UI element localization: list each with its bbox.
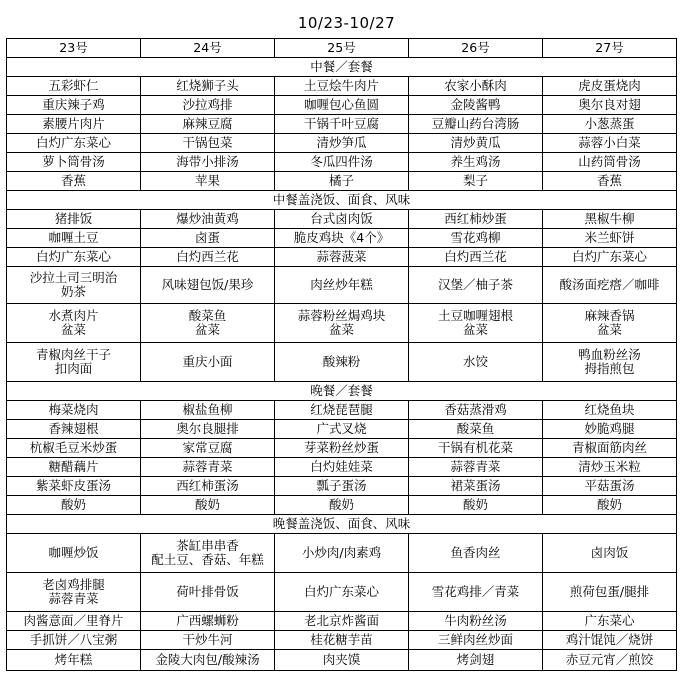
dish-text: 西红柿炒蛋 (444, 211, 507, 226)
dish-text: 白灼广东菜心 (303, 584, 379, 599)
dish-text: 猪排饭 (54, 211, 93, 226)
dish-text: 肉夹馍 (322, 652, 361, 667)
dish-text: 赤豆元宵／煎饺 (565, 652, 654, 667)
dish-text: 沙拉鸡排 (182, 97, 233, 112)
dish-text: 香辣翅根 (48, 421, 99, 436)
menu-cell (141, 650, 275, 671)
dish-text: 鸭血粉丝汤 拇指煎包 (578, 347, 641, 376)
menu-cell (409, 401, 543, 420)
menu-cell (141, 612, 275, 631)
section-title: 中餐／套餐 (7, 58, 677, 77)
menu-cell (275, 496, 409, 515)
dish-text: 蒜蓉菠菜 (316, 249, 367, 264)
dish-text: 米兰虾饼 (584, 230, 635, 245)
section-header-row (7, 58, 677, 77)
dish-text: 酸奶 (328, 497, 354, 512)
menu-row (7, 210, 677, 229)
menu-cell (7, 496, 141, 515)
dish-text: 咖喱炒饭 (48, 545, 99, 560)
menu-cell (7, 248, 141, 267)
dish-text: 梅菜烧肉 (48, 402, 99, 417)
menu-cell (409, 229, 543, 248)
menu-cell (409, 458, 543, 477)
menu-row (7, 401, 677, 420)
dish-text: 红烧琵琶腿 (310, 402, 373, 417)
dish-text: 茶缸串串香 配土豆、香菇、年糕 (151, 538, 264, 567)
dish-text: 风味翅包饭/果珍 (161, 277, 254, 292)
menu-cell (543, 650, 677, 671)
menu-cell (141, 172, 275, 191)
menu-row (7, 172, 677, 191)
dish-text: 芽菜粉丝炒蛋 (303, 440, 379, 455)
menu-cell (543, 420, 677, 439)
dish-text: 重庆小面 (182, 354, 233, 369)
dish-text: 冬瓜四件汤 (310, 154, 373, 169)
menu-cell (275, 631, 409, 650)
dish-text: 土豆咖喱翅根 盆菜 (437, 308, 513, 337)
menu-cell (7, 650, 141, 671)
menu-row (7, 96, 677, 115)
dish-text: 白灼广东菜心 (35, 135, 111, 150)
dish-text: 奥尔良腿排 (176, 421, 239, 436)
menu-cell (409, 534, 543, 573)
menu-row (7, 115, 677, 134)
menu-cell (543, 210, 677, 229)
dish-text: 平菇蛋汤 (584, 478, 635, 493)
dish-text: 清炒笋瓜 (316, 135, 367, 150)
day-header-cell: 23号 (7, 39, 141, 58)
menu-cell (7, 439, 141, 458)
section-title: 晚餐盖浇饭、面食、风味 (7, 515, 677, 534)
menu-row (7, 420, 677, 439)
menu-cell (141, 534, 275, 573)
menu-cell (543, 343, 677, 382)
dish-text: 梨子 (462, 173, 488, 188)
dish-text: 雪花鸡排／青菜 (431, 584, 520, 599)
dish-text: 奥尔良对翅 (578, 97, 641, 112)
dish-text: 酸辣粉 (322, 354, 361, 369)
menu-cell (7, 210, 141, 229)
section-header-row (7, 382, 677, 401)
dish-text: 农家小酥肉 (444, 78, 507, 93)
dish-text: 酸奶 (596, 497, 622, 512)
dish-text: 香菇蒸滑鸡 (444, 402, 507, 417)
dish-text: 三鲜肉丝炒面 (437, 632, 513, 647)
dish-text: 养生鸡汤 (450, 154, 501, 169)
dish-text: 虎皮蛋烧肉 (578, 78, 641, 93)
dish-text: 红烧狮子头 (176, 78, 239, 93)
dish-text: 清炒玉米粒 (578, 459, 641, 474)
menu-cell (7, 573, 141, 612)
dish-text: 蒜蓉粉丝焗鸡块 盆菜 (297, 308, 386, 337)
menu-cell (7, 153, 141, 172)
menu-cell (409, 134, 543, 153)
section-title: 晚餐／套餐 (7, 382, 677, 401)
menu-cell (7, 420, 141, 439)
dish-text: 萝卜筒骨汤 (42, 154, 105, 169)
dish-text: 土豆烩牛肉片 (303, 78, 379, 93)
menu-cell (7, 267, 141, 304)
menu-cell (543, 153, 677, 172)
dish-text: 麻辣豆腐 (182, 116, 233, 131)
dish-text: 荷叶排骨饭 (176, 584, 239, 599)
menu-row (7, 534, 677, 573)
dish-text: 咖喱包心鱼圆 (303, 97, 379, 112)
menu-cell (409, 612, 543, 631)
menu-cell (141, 343, 275, 382)
menu-cell (7, 134, 141, 153)
menu-cell (409, 267, 543, 304)
dish-text: 素腰片肉片 (42, 116, 105, 131)
menu-row (7, 248, 677, 267)
menu-cell (275, 420, 409, 439)
menu-row (7, 304, 677, 343)
dish-text: 紫菜虾皮蛋汤 (35, 478, 111, 493)
dish-text: 鸡汁馄饨／烧饼 (565, 632, 654, 647)
dish-text: 雪花鸡柳 (450, 230, 501, 245)
menu-cell (543, 458, 677, 477)
menu-cell (275, 458, 409, 477)
dish-text: 香蕉 (60, 173, 86, 188)
dish-text: 卤肉饭 (590, 545, 629, 560)
menu-cell (543, 304, 677, 343)
menu-cell (141, 420, 275, 439)
menu-cell (409, 153, 543, 172)
menu-cell (409, 343, 543, 382)
menu-cell (275, 229, 409, 248)
dish-text: 青椒肉丝干子 扣肉面 (35, 347, 111, 376)
menu-row (7, 496, 677, 515)
menu-cell (141, 439, 275, 458)
menu-cell (275, 573, 409, 612)
menu-row (7, 650, 677, 671)
section-title: 中餐盖浇饭、面食、风味 (7, 191, 677, 210)
menu-row (7, 153, 677, 172)
day-header-cell: 24号 (141, 39, 275, 58)
dish-text: 海带小排汤 (176, 154, 239, 169)
dish-text: 白灼西兰花 (176, 249, 239, 264)
menu-cell (275, 172, 409, 191)
dish-text: 鱼香肉丝 (450, 545, 501, 560)
menu-cell (275, 96, 409, 115)
menu-cell (141, 458, 275, 477)
dish-text: 家常豆腐 (182, 440, 233, 455)
dish-text: 广西螺蛳粉 (176, 613, 239, 628)
menu-cell (141, 573, 275, 612)
dish-text: 桂花糖芋苗 (310, 632, 373, 647)
dish-text: 咖喱土豆 (48, 230, 99, 245)
menu-cell (409, 496, 543, 515)
dish-text: 白灼广东菜心 (571, 249, 647, 264)
menu-cell (409, 420, 543, 439)
menu-cell (7, 229, 141, 248)
menu-cell (543, 573, 677, 612)
menu-table (6, 38, 677, 671)
dish-text: 白灼西兰花 (444, 249, 507, 264)
menu-cell (141, 134, 275, 153)
dish-text: 金陵酱鸭 (450, 97, 501, 112)
menu-cell (141, 496, 275, 515)
menu-cell (141, 115, 275, 134)
menu-cell (543, 612, 677, 631)
dish-text: 五彩虾仁 (48, 78, 99, 93)
menu-row (7, 134, 677, 153)
menu-cell (141, 229, 275, 248)
page-title: 10/23-10/27 (297, 14, 396, 32)
menu-cell (275, 304, 409, 343)
menu-row (7, 458, 677, 477)
dish-text: 香蕉 (596, 173, 622, 188)
dish-text: 广东菜心 (584, 613, 635, 628)
menu-cell (275, 343, 409, 382)
dish-text: 牛肉粉丝汤 (444, 613, 507, 628)
menu-cell (141, 77, 275, 96)
menu-cell (409, 248, 543, 267)
dish-text: 干锅有机花菜 (437, 440, 513, 455)
dish-text: 老北京炸酱面 (303, 613, 379, 628)
menu-cell (275, 115, 409, 134)
dish-text: 老卤鸡排腿 蒜蓉青菜 (42, 577, 105, 606)
dish-text: 汉堡／柚子茶 (437, 277, 513, 292)
menu-cell (543, 401, 677, 420)
day-header-cell: 25号 (275, 39, 409, 58)
menu-cell (543, 267, 677, 304)
menu-cell (7, 343, 141, 382)
dish-text: 橘子 (328, 173, 354, 188)
dish-text: 台式卤肉饭 (310, 211, 373, 226)
menu-cell (409, 650, 543, 671)
menu-row (7, 267, 677, 304)
menu-cell (409, 477, 543, 496)
menu-cell (7, 631, 141, 650)
menu-cell (7, 77, 141, 96)
menu-cell (543, 477, 677, 496)
dish-text: 裙菜蛋汤 (450, 478, 501, 493)
dish-text: 小葱蒸蛋 (584, 116, 635, 131)
menu-cell (409, 96, 543, 115)
dish-text: 酸菜鱼 盆菜 (188, 308, 227, 337)
dish-text: 手抓饼／八宝粥 (29, 632, 118, 647)
menu-cell (409, 115, 543, 134)
menu-cell (543, 496, 677, 515)
menu-cell (275, 477, 409, 496)
menu-cell (409, 631, 543, 650)
dish-text: 西红柿蛋汤 (176, 478, 239, 493)
dish-text: 广式叉烧 (316, 421, 367, 436)
menu-cell (7, 612, 141, 631)
menu-cell (543, 248, 677, 267)
menu-cell (141, 631, 275, 650)
menu-table-body (7, 39, 677, 671)
menu-cell (7, 477, 141, 496)
menu-cell (543, 172, 677, 191)
menu-row (7, 612, 677, 631)
dish-text: 爆炒油黄鸡 (176, 211, 239, 226)
dish-text: 蒜蓉小白菜 (578, 135, 641, 150)
menu-cell (543, 77, 677, 96)
menu-cell (141, 153, 275, 172)
dish-text: 苹果 (194, 173, 220, 188)
section-header-row (7, 515, 677, 534)
menu-cell (141, 401, 275, 420)
dish-text: 瓢子蛋汤 (316, 478, 367, 493)
menu-cell (141, 96, 275, 115)
section-header-row (7, 191, 677, 210)
menu-row (7, 439, 677, 458)
menu-cell (409, 77, 543, 96)
menu-row (7, 77, 677, 96)
menu-cell (7, 534, 141, 573)
dish-text: 妙脆鸡腿 (584, 421, 635, 436)
dish-text: 椒盐鱼柳 (182, 402, 233, 417)
menu-cell (275, 210, 409, 229)
dish-text: 酸奶 (462, 497, 488, 512)
dish-text: 干炒牛河 (182, 632, 233, 647)
menu-cell (275, 650, 409, 671)
menu-row (7, 343, 677, 382)
day-header-cell: 26号 (409, 39, 543, 58)
dish-text: 干锅包菜 (182, 135, 233, 150)
menu-cell (543, 631, 677, 650)
menu-cell (543, 134, 677, 153)
dish-text: 干锅千叶豆腐 (303, 116, 379, 131)
menu-cell (409, 439, 543, 458)
dish-text: 金陵大肉包/酸辣汤 (155, 652, 260, 667)
dish-text: 红烧鱼块 (584, 402, 635, 417)
menu-cell (275, 439, 409, 458)
dish-text: 脆皮鸡块《4个》 (293, 230, 390, 245)
menu-cell (409, 573, 543, 612)
dish-text: 烤年糕 (54, 652, 93, 667)
menu-cell (409, 304, 543, 343)
dish-text: 水饺 (462, 354, 488, 369)
dish-text: 酸奶 (60, 497, 86, 512)
menu-cell (275, 153, 409, 172)
menu-cell (275, 534, 409, 573)
dish-text: 卤蛋 (194, 230, 220, 245)
menu-cell (543, 115, 677, 134)
menu-cell (7, 458, 141, 477)
menu-cell (543, 96, 677, 115)
menu-cell (275, 612, 409, 631)
dish-text: 酸菜鱼 (456, 421, 495, 436)
dish-text: 小炒肉/肉素鸡 (301, 545, 382, 560)
menu-cell (409, 210, 543, 229)
dish-text: 麻辣香锅 盆菜 (584, 308, 635, 337)
menu-cell (7, 172, 141, 191)
dish-text: 烤剑翅 (456, 652, 495, 667)
day-header-cell: 27号 (543, 39, 677, 58)
dish-text: 酸汤面疙瘩／咖啡 (559, 277, 660, 292)
dish-text: 糖醋藕片 (48, 459, 99, 474)
dish-text: 黑椒牛柳 (584, 211, 635, 226)
menu-cell (543, 439, 677, 458)
dish-text: 肉酱意面／里脊片 (23, 613, 124, 628)
menu-cell (275, 77, 409, 96)
menu-row (7, 229, 677, 248)
menu-cell (7, 115, 141, 134)
dish-text: 蒜蓉青菜 (182, 459, 233, 474)
menu-cell (7, 96, 141, 115)
dish-text: 蒜蓉青菜 (450, 459, 501, 474)
menu-cell (7, 401, 141, 420)
menu-row (7, 631, 677, 650)
dish-text: 沙拉土司三明治 奶茶 (29, 270, 118, 299)
menu-cell (275, 401, 409, 420)
dish-text: 豆瓣山药台湾肠 (431, 116, 520, 131)
menu-cell (275, 248, 409, 267)
dish-text: 酸奶 (194, 497, 220, 512)
dish-text: 重庆辣子鸡 (42, 97, 105, 112)
dish-text: 煎荷包蛋/腿排 (569, 584, 650, 599)
dish-text: 杭椒毛豆米炒蛋 (29, 440, 118, 455)
dish-text: 水煮肉片 盆菜 (48, 308, 99, 337)
dish-text: 白灼广东菜心 (35, 249, 111, 264)
dish-text: 肉丝炒年糕 (310, 277, 373, 292)
menu-cell (409, 172, 543, 191)
menu-cell (141, 304, 275, 343)
menu-cell (141, 477, 275, 496)
menu-row (7, 477, 677, 496)
menu-cell (543, 229, 677, 248)
menu-cell (543, 534, 677, 573)
menu-cell (141, 267, 275, 304)
dish-text: 山药筒骨汤 (578, 154, 641, 169)
dish-text: 青椒面筋肉丝 (571, 440, 647, 455)
menu-cell (275, 267, 409, 304)
menu-row (7, 573, 677, 612)
dish-text: 清炒黄瓜 (450, 135, 501, 150)
menu-cell (141, 248, 275, 267)
menu-cell (275, 134, 409, 153)
menu-cell (7, 304, 141, 343)
menu-cell (141, 210, 275, 229)
day-header-row (7, 39, 677, 58)
dish-text: 白灼娃娃菜 (310, 459, 373, 474)
